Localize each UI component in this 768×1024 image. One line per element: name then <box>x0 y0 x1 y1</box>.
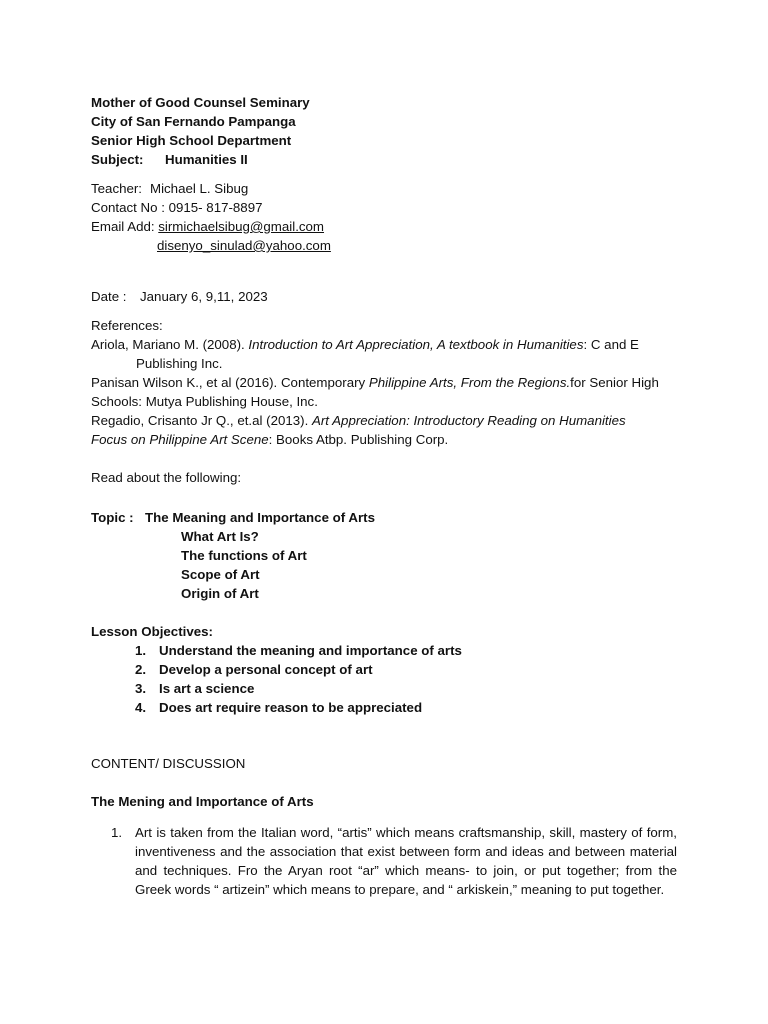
email-link-1[interactable]: sirmichaelsibug@gmail.com <box>158 219 325 234</box>
date-value: January 6, 9,11, 2023 <box>140 289 268 304</box>
school-name: Mother of Good Counsel Seminary <box>91 95 310 110</box>
reference-1-title: Introduction to Art Appreciation, A textbook in Humanities <box>248 337 584 352</box>
objective-item <box>135 641 691 660</box>
email-label: Email Add: <box>91 219 155 234</box>
objectives-heading: Lesson Objectives: <box>91 624 213 639</box>
read-about: Read about the following: <box>91 470 242 485</box>
topic-item: The functions of Art <box>181 548 307 563</box>
school-department: Senior High School Department <box>91 133 292 148</box>
email-link-2[interactable]: disenyo_sinulad@yahoo.com <box>157 238 331 253</box>
section-heading: The Mening and Importance of Arts <box>91 794 314 809</box>
discussion-item <box>91 823 677 899</box>
topic-block <box>91 508 691 603</box>
objective-item <box>135 679 691 698</box>
school-city: City of San Fernando Pampanga <box>91 114 296 129</box>
reference-3-cont <box>91 430 681 449</box>
reference-1-author: Ariola, Mariano M. (2008). <box>91 337 249 352</box>
subject-label: Subject: <box>91 152 144 167</box>
objectives-block <box>91 622 691 717</box>
reference-1-publisher-cont: Publishing Inc. <box>136 356 223 371</box>
reference-2-title: Philippine Arts, From the Regions. <box>368 375 571 390</box>
topic-label: Topic : <box>91 510 134 525</box>
objective-number: 3. <box>135 681 147 696</box>
reference-2-publisher: Schools: Mutya Publishing House, Inc. <box>91 394 318 409</box>
topic-item: Scope of Art <box>181 567 260 582</box>
objective-text: Understand the meaning and importance of arts <box>159 643 462 658</box>
discussion-number: 1. <box>111 825 123 840</box>
topic-line <box>91 508 691 527</box>
date-label: Date : <box>91 289 127 304</box>
contact-block <box>91 179 691 255</box>
reference-2-author: Panisan Wilson K., et al (2016). Contemporary <box>91 375 369 390</box>
discussion-text: Art is taken from the Italian word, “artis” which means craftsmanship, skill, mastery of form, inventiveness and the association that exist between form and ideas and between material and techniques. Fro the Aryan root “ar” which means- to join, or put together; from the Greek words “ artizein” which means to prepare, and “ arkiskein,” meaning to put together. <box>135 825 677 897</box>
reference-2-note: for Senior High <box>570 375 659 390</box>
objective-number: 1. <box>135 643 147 658</box>
teacher-name: Michael L. Sibug <box>150 181 249 196</box>
content-heading: CONTENT/ DISCUSSION <box>91 756 246 771</box>
email-line-2 <box>91 236 691 255</box>
objectives-list <box>91 641 691 717</box>
subject-line <box>91 150 691 169</box>
email-line <box>91 217 691 236</box>
reference-3 <box>91 411 681 430</box>
reference-2 <box>91 373 681 392</box>
teacher-label: Teacher: <box>91 181 142 196</box>
reference-3-publisher: : Books Atbp. Publishing Corp. <box>268 432 449 447</box>
contact-number: Contact No : 0915- 817-8897 <box>91 200 263 215</box>
objective-text: Is art a science <box>159 681 255 696</box>
objective-item <box>135 660 691 679</box>
teacher-line <box>91 179 691 198</box>
reference-1 <box>91 335 681 354</box>
objective-number: 2. <box>135 662 147 677</box>
topic-item: What Art Is? <box>181 529 259 544</box>
objective-text: Does art require reason to be appreciated <box>159 700 423 715</box>
objective-number: 4. <box>135 700 147 715</box>
header-block <box>91 93 691 169</box>
references-block <box>91 316 681 449</box>
subject-value: Humanities II <box>165 152 248 167</box>
date-line <box>91 287 691 306</box>
reference-3-title-cont: Focus on Philippine Art Scene <box>91 432 269 447</box>
reference-3-author: Regadio, Crisanto Jr Q., et.al (2013). <box>91 413 312 428</box>
topic-title: The Meaning and Importance of Arts <box>145 510 376 525</box>
objective-item <box>135 698 691 717</box>
references-heading: References: <box>91 318 163 333</box>
reference-1-publisher: : C and E <box>583 337 639 352</box>
objective-text: Develop a personal concept of art <box>159 662 373 677</box>
topic-item: Origin of Art <box>181 586 259 601</box>
reference-3-title: Art Appreciation: Introductory Reading on Humanities <box>311 413 626 428</box>
